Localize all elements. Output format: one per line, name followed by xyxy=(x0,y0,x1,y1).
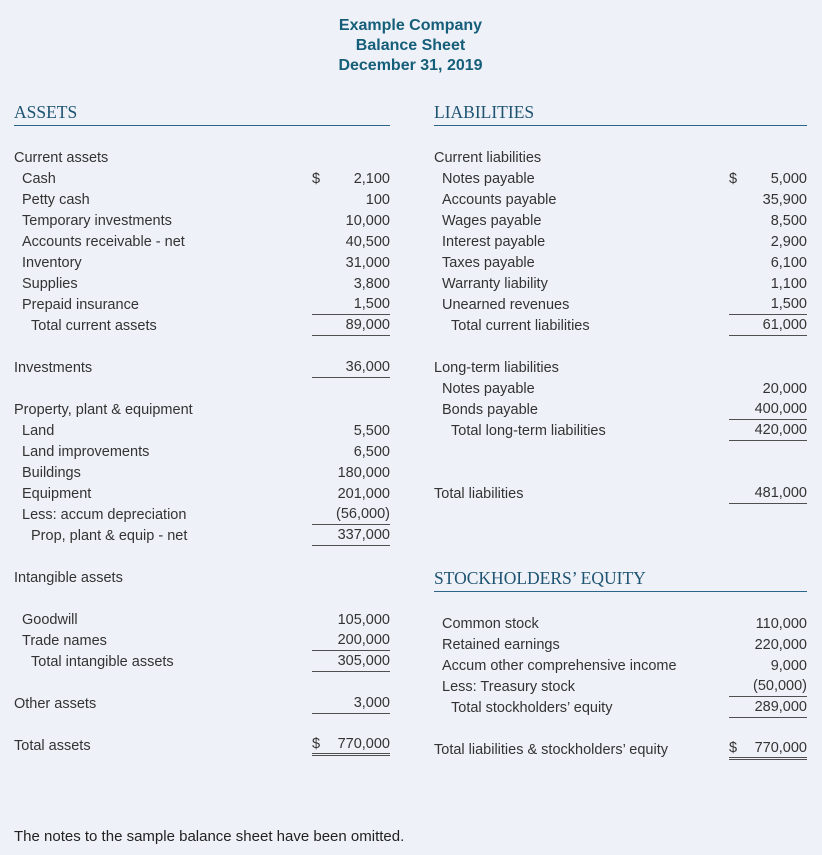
line-item-amount xyxy=(729,210,807,231)
amount-value: 400,000 xyxy=(754,401,807,417)
amount-value: (50,000) xyxy=(752,678,807,694)
line-item-row xyxy=(14,567,390,588)
dollar-sign: $ xyxy=(729,740,738,756)
spacer-row xyxy=(434,462,807,483)
line-item-amount xyxy=(312,231,390,252)
line-item-amount xyxy=(729,252,807,273)
line-item-amount xyxy=(312,210,390,231)
line-item-label: Land improvements xyxy=(22,443,150,460)
amount-value: 3,800 xyxy=(353,275,390,292)
line-item-row xyxy=(434,315,807,336)
line-item-amount xyxy=(312,483,390,504)
line-item-label: Equipment xyxy=(22,485,92,502)
line-item-label: Goodwill xyxy=(22,611,78,628)
line-item-row xyxy=(434,252,807,273)
title-block xyxy=(14,16,807,76)
line-item-row xyxy=(434,483,807,504)
line-item-label: Current assets xyxy=(14,149,109,166)
amount-value: 110,000 xyxy=(755,615,807,632)
line-item-amount xyxy=(312,462,390,483)
spacer-row xyxy=(434,336,807,357)
liabilities-rows xyxy=(434,147,807,504)
amount-value: 1,500 xyxy=(353,296,390,312)
line-item-row xyxy=(14,441,390,462)
line-item-row xyxy=(14,609,390,630)
line-item-label: Intangible assets xyxy=(14,569,123,586)
line-item-row xyxy=(434,189,807,210)
line-item-label: Long-term liabilities xyxy=(434,359,559,376)
amount-value: 9,000 xyxy=(770,657,807,674)
line-item-label: Retained earnings xyxy=(442,636,560,653)
spacer-row xyxy=(14,588,390,609)
line-item-label: Accounts receivable - net xyxy=(22,233,185,250)
spacer-row xyxy=(434,441,807,462)
line-item-amount xyxy=(312,294,390,315)
line-item-amount xyxy=(729,294,807,315)
line-item-amount xyxy=(729,613,807,634)
dollar-sign: $ xyxy=(729,170,738,187)
line-item-row xyxy=(14,357,390,378)
line-item-label: Trade names xyxy=(22,632,107,649)
line-item-label: Wages payable xyxy=(442,212,542,229)
line-item-label: Temporary investments xyxy=(22,212,172,229)
line-item-row xyxy=(434,210,807,231)
amount-value: 35,900 xyxy=(762,191,807,208)
line-item-label: Total stockholders’ equity xyxy=(451,699,613,716)
line-item-label: Prepaid insurance xyxy=(22,296,139,313)
line-item-amount xyxy=(312,630,390,651)
line-item-row xyxy=(14,168,390,189)
line-item-row xyxy=(14,504,390,525)
company-name: Example Company xyxy=(338,17,483,34)
line-item-label: Total assets xyxy=(14,737,91,754)
line-item-row xyxy=(434,147,807,168)
assets-column xyxy=(14,102,390,760)
line-item-row xyxy=(434,420,807,441)
line-item-row xyxy=(14,525,390,546)
amount-value: 40,500 xyxy=(345,233,390,250)
line-item-amount xyxy=(312,252,390,273)
line-item-row xyxy=(14,147,390,168)
amount-value: 105,000 xyxy=(337,611,390,628)
line-item-row xyxy=(434,378,807,399)
spacer-row xyxy=(434,718,807,739)
line-item-label: Total intangible assets xyxy=(31,653,174,670)
line-item-amount xyxy=(312,567,390,588)
amount-value: 6,100 xyxy=(770,254,807,271)
line-item-label: Investments xyxy=(14,359,93,376)
line-item-amount xyxy=(312,735,390,756)
line-item-amount xyxy=(312,273,390,294)
spacer-row xyxy=(14,714,390,735)
amount-value: 200,000 xyxy=(337,632,390,648)
amount-value: (56,000) xyxy=(335,506,390,522)
line-item-label: Property, plant & equipment xyxy=(14,401,193,418)
line-item-row xyxy=(14,252,390,273)
line-item-amount xyxy=(729,399,807,420)
spacer-row xyxy=(14,546,390,567)
line-item-label: Buildings xyxy=(22,464,81,481)
amount-value: 89,000 xyxy=(345,317,390,333)
amount-value: 5,000 xyxy=(770,170,807,187)
line-item-row xyxy=(434,273,807,294)
statement-columns xyxy=(14,102,807,760)
amount-value: 180,000 xyxy=(337,464,390,481)
amount-value: 420,000 xyxy=(754,422,807,438)
line-item-amount xyxy=(312,399,390,420)
line-item-amount xyxy=(729,378,807,399)
amount-value: 305,000 xyxy=(337,653,390,669)
line-item-row xyxy=(434,357,807,378)
line-item-label: Less: Treasury stock xyxy=(442,678,575,695)
line-item-amount xyxy=(729,739,807,760)
line-item-row xyxy=(14,462,390,483)
assets-heading: ASSETS xyxy=(14,102,390,126)
line-item-label: Warranty liability xyxy=(442,275,548,292)
line-item-label: Unearned revenues xyxy=(442,296,570,313)
amount-value: 36,000 xyxy=(345,359,390,375)
line-item-amount xyxy=(729,420,807,441)
line-item-amount xyxy=(729,189,807,210)
line-item-label: Less: accum depreciation xyxy=(22,506,187,523)
line-item-row xyxy=(434,168,807,189)
line-item-row xyxy=(14,735,390,756)
line-item-row xyxy=(434,399,807,420)
footnote: The notes to the sample balance sheet have been omitted. xyxy=(14,828,405,845)
amount-value: 61,000 xyxy=(762,317,807,333)
line-item-amount xyxy=(312,651,390,672)
line-item-label: Notes payable xyxy=(442,170,535,187)
amount-value: 10,000 xyxy=(345,212,390,229)
line-item-label: Common stock xyxy=(442,615,539,632)
amount-value: 100 xyxy=(365,191,390,208)
amount-value: 2,900 xyxy=(770,233,807,250)
line-item-row xyxy=(434,634,807,655)
line-item-label: Total liabilities xyxy=(434,485,524,502)
amount-value: 1,500 xyxy=(770,296,807,312)
line-item-label: Bonds payable xyxy=(442,401,538,418)
line-item-label: Notes payable xyxy=(442,380,535,397)
line-item-amount xyxy=(312,357,390,378)
line-item-amount xyxy=(729,483,807,504)
line-item-row xyxy=(14,210,390,231)
line-item-amount xyxy=(312,315,390,336)
line-item-amount xyxy=(729,676,807,697)
statement-date: December 31, 2019 xyxy=(338,57,483,74)
amount-value: 770,000 xyxy=(754,740,807,756)
dollar-sign: $ xyxy=(312,170,321,187)
line-item-row xyxy=(14,231,390,252)
line-item-row xyxy=(14,315,390,336)
amount-value: 6,500 xyxy=(353,443,390,460)
line-item-row xyxy=(14,483,390,504)
line-item-row xyxy=(14,693,390,714)
line-item-label: Inventory xyxy=(22,254,82,271)
amount-value: 8,500 xyxy=(770,212,807,229)
spacer-row xyxy=(14,672,390,693)
line-item-row xyxy=(434,739,807,760)
liabilities-heading: LIABILITIES xyxy=(434,102,807,126)
line-item-row xyxy=(434,231,807,252)
line-item-label: Total current assets xyxy=(31,317,157,334)
line-item-label: Interest payable xyxy=(442,233,546,250)
line-item-label: Taxes payable xyxy=(442,254,535,271)
equity-rows xyxy=(434,613,807,760)
line-item-amount xyxy=(729,231,807,252)
line-item-label: Accum other comprehensive income xyxy=(442,657,677,674)
equity-heading: STOCKHOLDERS’ EQUITY xyxy=(434,568,807,592)
amount-value: 1,100 xyxy=(770,275,807,292)
amount-value: 201,000 xyxy=(337,485,390,502)
line-item-row xyxy=(14,399,390,420)
statement-title: Balance Sheet xyxy=(355,37,466,54)
line-item-amount xyxy=(312,189,390,210)
dollar-sign: $ xyxy=(312,736,321,752)
line-item-amount xyxy=(729,147,807,168)
amount-value: 481,000 xyxy=(754,485,807,501)
line-item-label: Total current liabilities xyxy=(451,317,590,334)
spacer-row xyxy=(14,336,390,357)
line-item-amount xyxy=(312,147,390,168)
amount-value: 20,000 xyxy=(762,380,807,397)
assets-rows xyxy=(14,147,390,756)
line-item-label: Current liabilities xyxy=(434,149,542,166)
line-item-row xyxy=(14,630,390,651)
line-item-label: Petty cash xyxy=(22,191,90,208)
line-item-amount xyxy=(729,655,807,676)
line-item-amount xyxy=(312,609,390,630)
amount-value: 220,000 xyxy=(754,636,807,653)
amount-value: 3,000 xyxy=(353,695,390,711)
amount-value: 2,100 xyxy=(353,170,390,187)
line-item-amount xyxy=(729,697,807,718)
line-item-label: Other assets xyxy=(14,695,97,712)
line-item-amount xyxy=(729,315,807,336)
amount-value: 337,000 xyxy=(337,527,390,543)
line-item-row xyxy=(14,420,390,441)
line-item-row xyxy=(14,651,390,672)
amount-value: 289,000 xyxy=(754,699,807,715)
line-item-row xyxy=(434,613,807,634)
line-item-label: Prop, plant & equip - net xyxy=(31,527,188,544)
line-item-amount xyxy=(312,693,390,714)
line-item-row xyxy=(434,676,807,697)
line-item-label: Land xyxy=(22,422,55,439)
line-item-amount xyxy=(312,525,390,546)
line-item-row xyxy=(434,655,807,676)
line-item-amount xyxy=(312,441,390,462)
line-item-row xyxy=(14,273,390,294)
line-item-label: Total liabilities & stockholders’ equity xyxy=(434,741,668,758)
line-item-amount xyxy=(729,168,807,189)
line-item-amount xyxy=(312,168,390,189)
line-item-label: Accounts payable xyxy=(442,191,557,208)
line-item-row xyxy=(434,294,807,315)
line-item-amount xyxy=(312,504,390,525)
line-item-amount xyxy=(729,273,807,294)
amount-value: 770,000 xyxy=(337,736,390,752)
line-item-label: Cash xyxy=(22,170,56,187)
line-item-amount xyxy=(312,420,390,441)
spacer-row xyxy=(14,378,390,399)
line-item-amount xyxy=(729,357,807,378)
line-item-label: Total long-term liabilities xyxy=(451,422,606,439)
line-item-row xyxy=(14,189,390,210)
liabilities-equity-column xyxy=(434,102,807,760)
amount-value: 31,000 xyxy=(345,254,390,271)
line-item-label: Supplies xyxy=(22,275,78,292)
line-item-amount xyxy=(729,634,807,655)
amount-value: 5,500 xyxy=(353,422,390,439)
line-item-row xyxy=(14,294,390,315)
line-item-row xyxy=(434,697,807,718)
